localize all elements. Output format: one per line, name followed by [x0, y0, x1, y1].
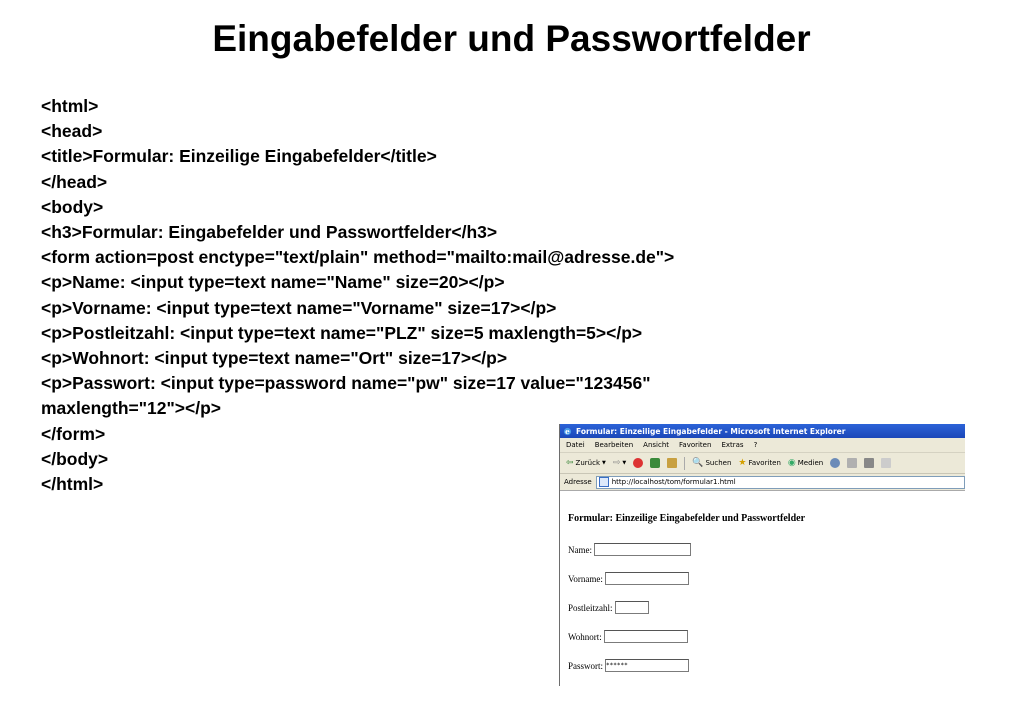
- back-arrow-icon: ⇦: [566, 458, 574, 468]
- search-icon: 🔍: [692, 458, 704, 468]
- mail-icon[interactable]: [847, 458, 857, 468]
- code-line: <html>: [41, 96, 99, 116]
- code-line: <title>Formular: Einzeilige Eingabefelder</title>: [41, 146, 437, 167]
- code-line: <p>Vorname: <input type=text name="Vorname" size=17></p>: [41, 297, 557, 318]
- edit-icon[interactable]: [881, 458, 891, 468]
- refresh-icon[interactable]: [650, 458, 660, 468]
- field-label: Postleitzahl:: [568, 602, 613, 613]
- toolbar: [560, 453, 965, 474]
- vorname-input[interactable]: [605, 572, 689, 585]
- code-line: <h3>Formular: Eingabefelder und Passwortfelder</h3>: [41, 222, 498, 243]
- window-titlebar[interactable]: [560, 424, 965, 438]
- code-line: <form action=post enctype="text/plain" method="mailto:mail@adresse.de">: [41, 247, 675, 268]
- form-row-passwort: [568, 659, 689, 672]
- search-button[interactable]: [692, 458, 731, 468]
- menu-item-help[interactable]: ?: [753, 441, 758, 449]
- code-line: <p>Postleitzahl: <input type=text name="PLZ" size=5 maxlength=5></p>: [41, 322, 643, 343]
- field-label: Name:: [568, 544, 592, 555]
- code-line: maxlength="12"></p>: [41, 398, 222, 419]
- home-icon[interactable]: [667, 458, 677, 468]
- print-icon[interactable]: [864, 458, 874, 468]
- code-line: </html>: [41, 474, 104, 495]
- field-label: Passwort:: [568, 660, 604, 671]
- browser-window: [559, 424, 965, 686]
- stop-icon[interactable]: [633, 458, 643, 468]
- forward-arrow-icon: ⇨: [612, 458, 621, 468]
- wohnort-input[interactable]: [604, 630, 688, 643]
- menu-item-extras[interactable]: Extras: [721, 441, 744, 449]
- search-label: Suchen: [705, 459, 732, 467]
- favorites-button[interactable]: [738, 458, 781, 468]
- password-input[interactable]: ******: [605, 659, 689, 672]
- media-button[interactable]: [788, 458, 823, 468]
- menu-item-favoriten[interactable]: Favoriten: [679, 441, 712, 449]
- code-line: <p>Passwort: <input type=password name="pw" size=17 value="123456": [41, 373, 651, 394]
- code-line: </head>: [41, 171, 108, 192]
- code-line: <head>: [41, 121, 103, 142]
- media-icon: ◉: [787, 458, 796, 468]
- star-icon: ★: [738, 458, 747, 468]
- code-line: <p>Name: <input type=text name="Name" size=20></p>: [41, 272, 505, 293]
- code-line: </form>: [41, 423, 106, 444]
- code-line: </body>: [41, 448, 109, 469]
- address-label: Adresse: [564, 478, 592, 486]
- internet-explorer-icon: [563, 427, 572, 436]
- window-title: Formular: Einzeilige Eingabefelder - Microsoft Internet Explorer: [576, 426, 846, 436]
- name-input[interactable]: [594, 543, 691, 556]
- code-line: <body>: [41, 196, 104, 217]
- forward-button[interactable]: [613, 458, 626, 468]
- toolbar-separator: [684, 457, 685, 470]
- plz-input[interactable]: [615, 601, 649, 614]
- media-label: Medien: [797, 459, 824, 467]
- slide-title: Eingabefelder und Passwortfelder: [212, 18, 811, 59]
- menu-item-ansicht[interactable]: Ansicht: [643, 441, 670, 449]
- chevron-down-icon: ▼: [622, 460, 627, 466]
- svg-text:e: e: [565, 426, 570, 436]
- field-label: Wohnort:: [568, 631, 602, 642]
- address-bar: [560, 474, 965, 491]
- history-icon[interactable]: [830, 458, 840, 468]
- form-row-vorname: [568, 572, 689, 585]
- page-heading: Formular: Einzeilige Eingabefelder und Passwortfelder: [568, 513, 806, 524]
- address-input[interactable]: [596, 476, 965, 489]
- chevron-down-icon: ▼: [602, 460, 606, 466]
- menu-bar: [560, 438, 965, 453]
- form-row-plz: [568, 601, 649, 614]
- back-button[interactable]: [566, 458, 606, 468]
- form-row-name: [568, 543, 691, 556]
- back-label: Zurück: [575, 459, 600, 467]
- form-row-wohnort: [568, 630, 688, 643]
- code-line: <p>Wohnort: <input type=text name="Ort" size=17></p>: [41, 348, 508, 369]
- field-label: Vorname:: [568, 573, 603, 584]
- menu-item-bearbeiten[interactable]: Bearbeiten: [594, 441, 634, 449]
- favorites-label: Favoriten: [748, 459, 781, 467]
- address-url: http://localhost/tom/formular1.html: [611, 478, 736, 486]
- menu-item-datei[interactable]: Datei: [566, 441, 585, 449]
- page-icon: [599, 477, 609, 487]
